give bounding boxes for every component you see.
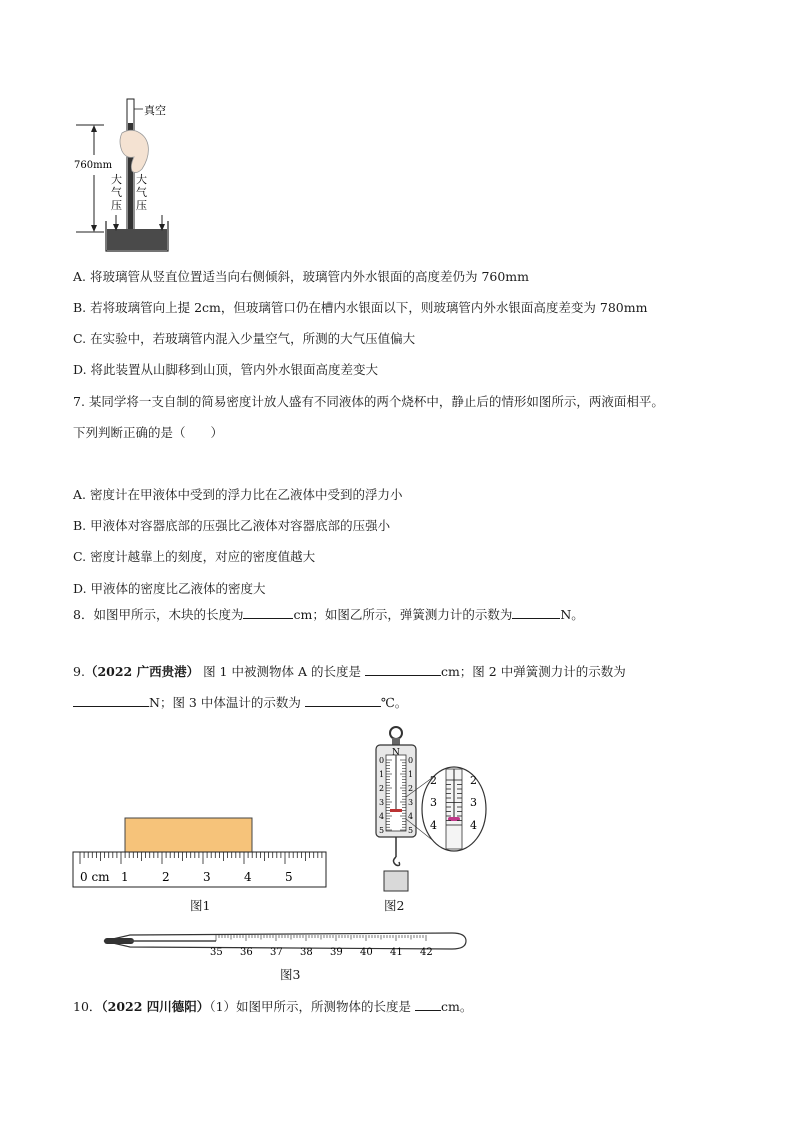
fig2-scale-right-2: 2 (408, 784, 414, 793)
pressure-char-left-1: 大 (111, 173, 122, 186)
fig3-scale-40: 40 (360, 947, 373, 958)
fig1-block (125, 818, 252, 852)
q9-source: （2022 广西贵港） (84, 664, 200, 679)
fig2-zoom-left-2: 2 (430, 774, 437, 787)
fig3-thermometer (100, 925, 472, 961)
q7-stem-line1: 7. 某同学将一支自制的简易密度计放人盛有不同液体的两个烧杯中，静止后的情形如图所示，两液面相平。 (73, 394, 664, 409)
q10-blank-length[interactable] (415, 997, 441, 1011)
q10-part1: （1）如图甲所示，所测物体的长度是 (209, 999, 412, 1014)
fig2-scale-left-4: 4 (379, 812, 385, 821)
fig2-scale-left-0: 0 (379, 756, 385, 765)
pressure-char-right-1: 大 (136, 173, 147, 186)
hand-illustration (120, 130, 148, 172)
fig2-scale-left-1: 1 (379, 770, 385, 779)
barometer-height-label: 760mm (74, 160, 113, 171)
pressure-char-left-3: 压 (111, 199, 122, 212)
q9-number: 9. (73, 664, 85, 679)
fig2-scale-left-2: 2 (379, 784, 385, 793)
fig2-zoom-left-4: 4 (430, 819, 437, 832)
q8-blank-length[interactable] (243, 605, 293, 619)
q7-option-b: B. 甲液体对容器底部的压强比乙液体对容器底部的压强小 (73, 518, 391, 533)
q7-option-c: C. 密度计越靠上的刻度，对应的密度值越大 (73, 549, 316, 564)
fig3-scale-41: 41 (390, 947, 403, 958)
pressure-char-left-2: 气 (111, 186, 122, 199)
fig2-scale-right-4: 4 (408, 812, 414, 821)
fig2-caption: 图2 (384, 898, 405, 913)
q9-part2: cm；图 2 中弹簧测力计的示数为 (440, 664, 626, 679)
q9-blank-force[interactable] (73, 693, 149, 707)
fig1-caption: 图1 (190, 898, 211, 913)
q6-option-a: A. 将玻璃管从竖直位置适当向右侧倾斜，玻璃管内外水银面的高度差仍为 760mm (73, 269, 530, 284)
q9-line2 (73, 693, 407, 712)
q10-question (73, 997, 472, 1016)
fig2-zoom-right-4: 4 (470, 819, 477, 832)
q7-option-a: A. 密度计在甲液体中受到的浮力比在乙液体中受到的浮力小 (73, 487, 403, 502)
fig2-scale-right-0: 0 (408, 756, 414, 765)
fig2-scale-left-5: 5 (379, 826, 385, 835)
q9-blank-length[interactable] (365, 662, 441, 676)
fig1-label-2: 2 (162, 870, 170, 884)
fig2-weight (384, 871, 408, 891)
q10-part2: cm。 (441, 999, 473, 1014)
fig2-scale-left-3: 3 (379, 798, 385, 807)
q9-blank-temp[interactable] (305, 693, 381, 707)
q8-blank-force[interactable] (512, 605, 560, 619)
fig2-scale-right-1: 1 (408, 770, 414, 779)
fig2-spring-scale (362, 725, 492, 895)
fig3-scale-38: 38 (300, 947, 313, 958)
fig1-label-1: 1 (121, 870, 129, 884)
vacuum-label: 真空 (144, 104, 166, 117)
pressure-char-right-2: 气 (136, 186, 147, 199)
fig3-caption: 图3 (280, 967, 301, 982)
fig2-n-label: N (392, 748, 400, 758)
q10-number: 10． (73, 999, 102, 1014)
q6-option-c: C. 在实验中，若玻璃管内混入少量空气，所测的大气压值偏大 (73, 331, 416, 346)
fig2-scale-right-5: 5 (408, 826, 414, 835)
q8-part3: N。 (560, 607, 584, 622)
q10-source: （2022 四川德阳） (101, 999, 210, 1014)
fig1-label-3: 3 (203, 870, 211, 884)
q9-part1: 图 1 中被测物体 A 的长度是 (203, 664, 361, 679)
fig3-scale-39: 39 (330, 947, 343, 958)
fig1-label-5: 5 (285, 870, 293, 884)
fig2-zoom-left-3: 3 (430, 796, 437, 809)
q9-part4: ℃。 (380, 695, 408, 710)
q7-stem-line2: 下列判断正确的是（ ） (73, 425, 224, 440)
fig1-label-4: 4 (244, 870, 252, 884)
fig2-zoom-right-2: 2 (470, 774, 477, 787)
fig2-zoom-right-3: 3 (470, 796, 477, 809)
pressure-char-right-3: 压 (136, 199, 147, 212)
q8-question (73, 605, 584, 624)
fig3-scale-37: 37 (270, 947, 283, 958)
q7-option-d: D. 甲液体的密度比乙液体的密度大 (73, 581, 266, 596)
fig1-label-0: 0 cm (80, 870, 110, 884)
q8-part1: 8．如图甲所示，木块的长度为 (73, 607, 244, 622)
fig3-scale-36: 36 (240, 947, 253, 958)
fig1-ruler (72, 815, 328, 890)
q9-line1 (73, 662, 626, 681)
q8-part2: cm；如图乙所示，弹簧测力计的示数为 (293, 607, 513, 622)
q9-part3: N；图 3 中体温计的示数为 (149, 695, 301, 710)
fig3-scale-42: 42 (420, 947, 433, 958)
q6-option-d: D. 将此装置从山脚移到山顶，管内外水银面高度差变大 (73, 362, 379, 377)
fig2-scale-right-3: 3 (408, 798, 414, 807)
barometer-figure (70, 95, 190, 255)
q6-option-b: B. 若将玻璃管向上提 2cm，但玻璃管口仍在槽内水银面以下，则玻璃管内外水银面高度差变为 780mm (73, 300, 648, 315)
fig3-scale-35: 35 (210, 947, 223, 958)
